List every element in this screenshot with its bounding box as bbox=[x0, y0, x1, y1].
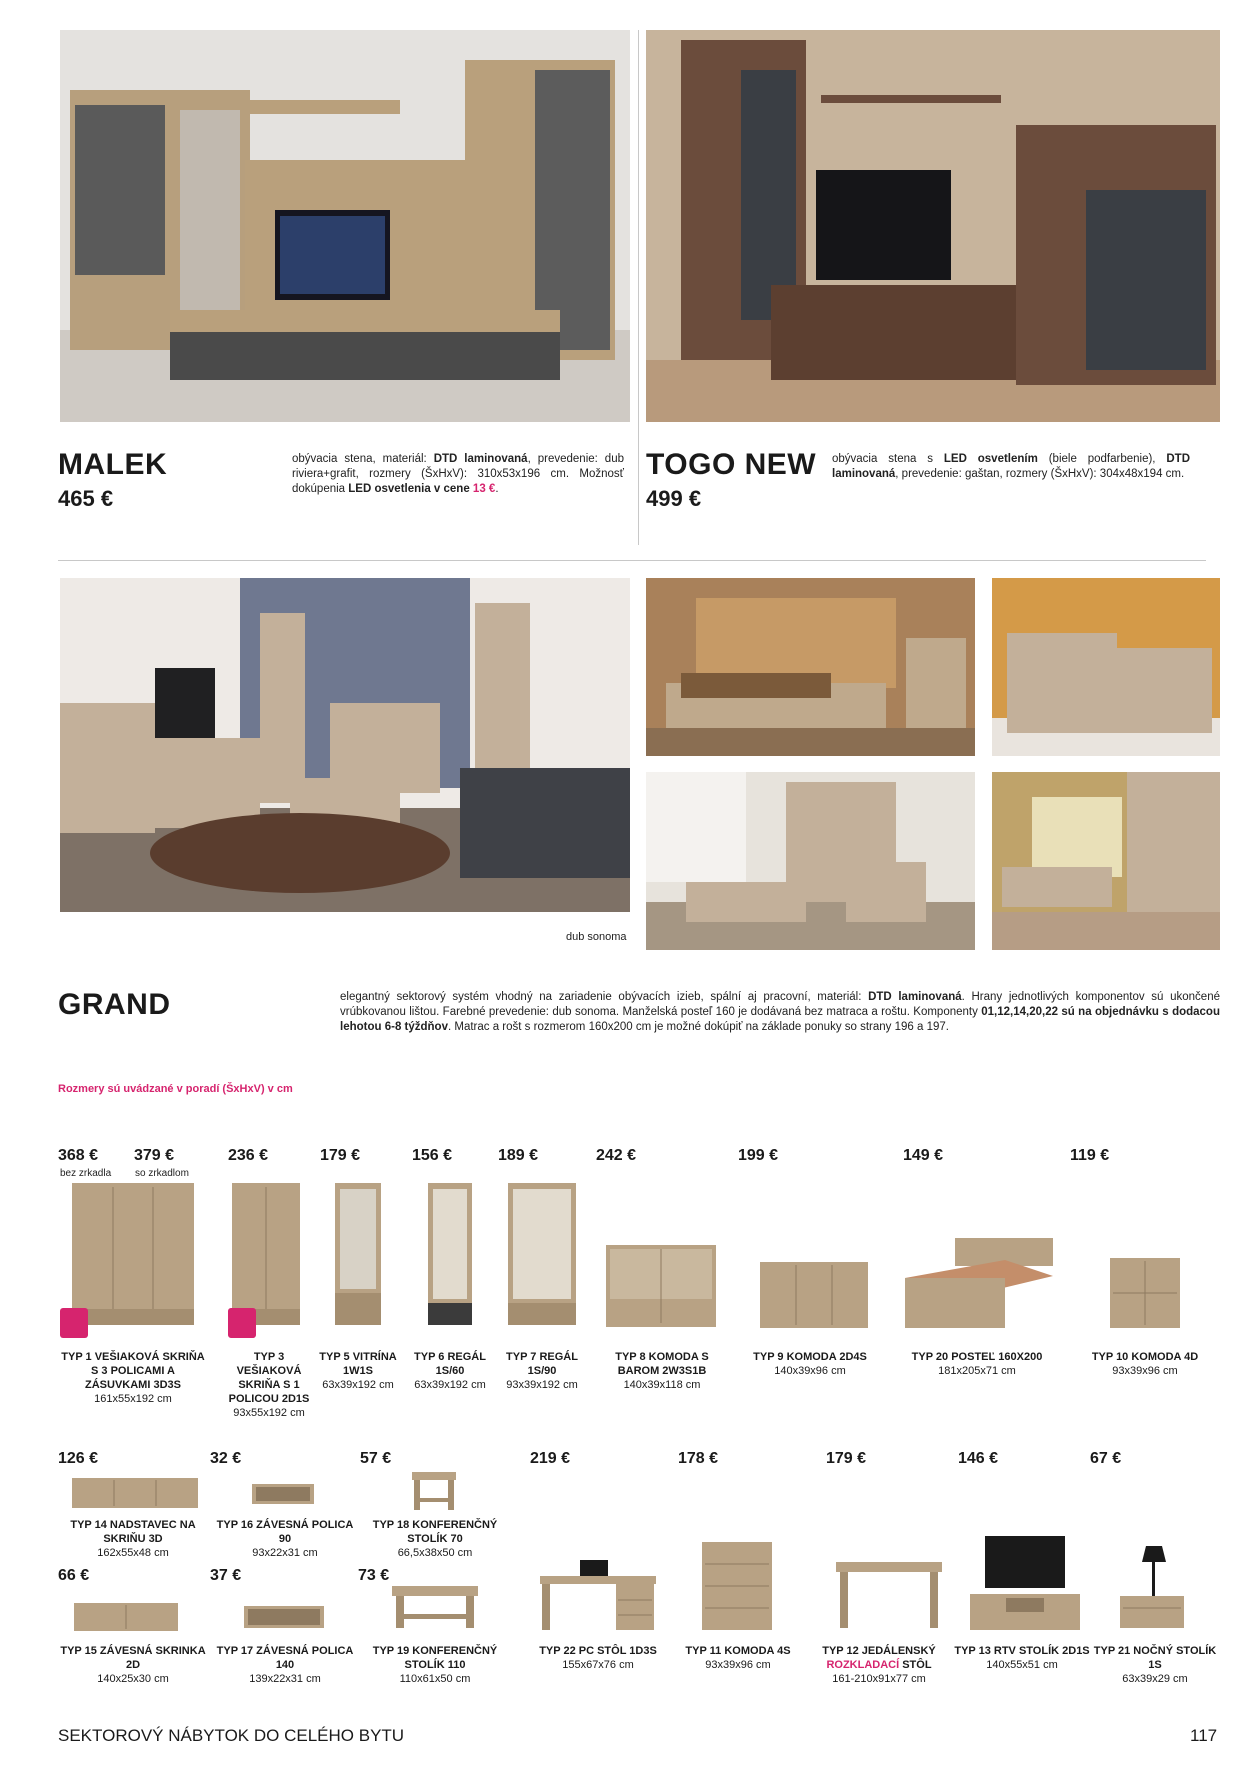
typ17-shelf-image bbox=[244, 1606, 324, 1628]
mirror-icon bbox=[228, 1308, 256, 1338]
typ22-desk-image bbox=[540, 1560, 656, 1630]
typ16-price: 32 € bbox=[210, 1450, 242, 1467]
typ19-table-image bbox=[392, 1586, 478, 1628]
typ7-price: 189 € bbox=[498, 1147, 539, 1164]
typ10-label: TYP 10 KOMODA 4D 93x39x96 cm bbox=[1091, 1351, 1199, 1377]
grand-description: elegantný sektorový systém vhodný na zariadenie obývacích izieb, spální aj pracovní, materiál: DTD laminovaná. Hrany jednotlivých komponentov sú ukončené vrúbkovanou lištou. Farebné prevedenie: dub sonoma. Manželská posteľ 160 je dodávaná bez matraca a roštu. Komponenty 01,12,14,20,22 sú na objednávku s dodacou lehotou 6-8 týždňov. Matrac a rošt s rozmerom 160x200 cm je možné dokúpiť na základe ponuky so strany 196 a 197. bbox=[340, 991, 1220, 1033]
typ1-wardrobe-image bbox=[72, 1183, 194, 1325]
typ21-price: 67 € bbox=[1090, 1450, 1122, 1467]
typ15-label: TYP 15 ZÁVESNÁ SKRINKA 2D 140x25x30 cm bbox=[60, 1645, 206, 1685]
typ12-price: 179 € bbox=[826, 1450, 867, 1467]
typ13-label: TYP 13 RTV STOLÍK 2D1S 140x55x51 cm bbox=[954, 1645, 1090, 1671]
typ12-dining-table-image bbox=[836, 1562, 942, 1628]
typ21-label: TYP 21 NOČNÝ STOLÍK 1S 63x39x29 cm bbox=[1093, 1645, 1217, 1685]
malek-price: 465 € bbox=[58, 486, 114, 511]
typ8-label: TYP 8 KOMODA S BAROM 2W3S1B 140x39x118 cm bbox=[615, 1351, 709, 1391]
typ1-label: TYP 1 VEŠIAKOVÁ SKRIŇA S 3 POLICAMI A ZÁSUVKAMI 3D3S 161x55x192 cm bbox=[61, 1351, 205, 1405]
typ11-dresser-image bbox=[702, 1542, 772, 1630]
mirror-icon bbox=[60, 1308, 88, 1338]
grand-guestroom-photo bbox=[992, 772, 1220, 950]
typ13-price: 146 € bbox=[958, 1450, 999, 1467]
grand-photo-caption: dub sonoma bbox=[566, 931, 627, 943]
togo-name: TOGO NEW bbox=[646, 448, 817, 481]
typ8-price: 242 € bbox=[596, 1147, 637, 1164]
typ7-label: TYP 7 REGÁL 1S/90 93x39x192 cm bbox=[506, 1351, 578, 1391]
footer-title: SEKTOROVÝ NÁBYTOK DO CELÉHO BYTU bbox=[58, 1726, 405, 1745]
typ7-shelf-image bbox=[508, 1183, 576, 1325]
typ12-label: TYP 12 JEDÁLENSKÝ ROZKLADACÍ STÔL 161-210x91x77 cm bbox=[822, 1645, 936, 1685]
top-divider-vertical bbox=[638, 30, 639, 545]
typ6-label: TYP 6 REGÁL 1S/60 63x39x192 cm bbox=[414, 1351, 486, 1391]
typ1-price-mirror: 379 € bbox=[134, 1147, 175, 1164]
typ16-shelf-image bbox=[252, 1484, 314, 1504]
typ11-label: TYP 11 KOMODA 4S 93x39x96 cm bbox=[685, 1645, 791, 1671]
typ21-nightstand-image bbox=[1120, 1546, 1184, 1628]
typ18-label: TYP 18 KONFERENČNÝ STOLÍK 70 66,5x38x50 cm bbox=[372, 1519, 498, 1559]
malek-photo bbox=[60, 30, 630, 422]
typ14-top-unit-image bbox=[72, 1478, 198, 1508]
malek-name: MALEK bbox=[58, 448, 168, 481]
typ18-price: 57 € bbox=[360, 1450, 392, 1467]
grand-name: GRAND bbox=[58, 988, 171, 1021]
typ15-cabinet-image bbox=[74, 1603, 178, 1631]
togo-price: 499 € bbox=[646, 486, 702, 511]
typ22-label: TYP 22 PC STÔL 1D3S 155x67x76 cm bbox=[539, 1645, 657, 1671]
typ22-price: 219 € bbox=[530, 1450, 571, 1467]
dimensions-note: Rozmery sú uvádzané v poradí (ŠxHxV) v cm bbox=[58, 1083, 293, 1095]
typ20-label: TYP 20 POSTEĽ 160X200 181x205x71 cm bbox=[911, 1351, 1043, 1377]
grand-office-photo bbox=[646, 772, 975, 950]
grand-dresser-photo bbox=[992, 578, 1220, 756]
typ17-label: TYP 17 ZÁVESNÁ POLICA 140 139x22x31 cm bbox=[216, 1645, 354, 1685]
typ1-price-no-mirror: 368 € bbox=[58, 1147, 99, 1164]
togo-description: obývacia stena s LED osvetlením (biele podfarbenie), DTD laminovaná, prevedenie: gaštan, rozmery (ŠxHxV): 304x48x194 cm. bbox=[832, 453, 1190, 480]
typ9-price: 199 € bbox=[738, 1147, 779, 1164]
togo-photo bbox=[646, 30, 1220, 422]
typ9-label: TYP 9 KOMODA 2D4S 140x39x96 cm bbox=[753, 1351, 867, 1377]
typ6-shelf-image bbox=[428, 1183, 472, 1325]
typ10-dresser-image bbox=[1110, 1258, 1180, 1328]
typ19-price: 73 € bbox=[358, 1567, 390, 1584]
top-divider-horizontal bbox=[58, 560, 1206, 561]
typ3-label: TYP 3 VEŠIAKOVÁ SKRIŇA S 1 POLICOU 2D1S 93x55x192 cm bbox=[228, 1351, 310, 1419]
grand-livingroom-photo bbox=[60, 578, 630, 912]
typ10-price: 119 € bbox=[1070, 1147, 1110, 1164]
typ6-price: 156 € bbox=[412, 1147, 453, 1164]
typ5-price: 179 € bbox=[320, 1147, 361, 1164]
typ5-label: TYP 5 VITRÍNA 1W1S 63x39x192 cm bbox=[319, 1351, 397, 1391]
page-number: 117 bbox=[1190, 1726, 1218, 1745]
typ3-price: 236 € bbox=[228, 1147, 269, 1164]
grand-bedroom-photo bbox=[646, 578, 975, 756]
typ15-price: 66 € bbox=[58, 1567, 90, 1584]
typ1-note-no-mirror: bez zrkadla bbox=[60, 1168, 112, 1179]
typ16-label: TYP 16 ZÁVESNÁ POLICA 90 93x22x31 cm bbox=[216, 1519, 354, 1559]
typ19-label: TYP 19 KONFERENČNÝ STOLÍK 110 110x61x50 cm bbox=[372, 1645, 498, 1685]
typ14-label: TYP 14 NADSTAVEC NA SKRIŇU 3D 162x55x48 cm bbox=[70, 1519, 196, 1559]
typ5-vitrine-image bbox=[335, 1183, 381, 1325]
typ8-dresser-image bbox=[606, 1245, 716, 1327]
typ11-price: 178 € bbox=[678, 1450, 719, 1467]
malek-description: obývacia stena, materiál: DTD laminovaná, prevedenie: dub riviera+grafit, rozmery (ŠxHxV): 310x53x196 cm. Možnosť dokúpenia LED osvetlenia v cene 13 €. bbox=[292, 453, 624, 495]
typ1-note-mirror: so zrkadlom bbox=[135, 1168, 189, 1179]
typ17-price: 37 € bbox=[210, 1567, 242, 1584]
typ18-table-image bbox=[412, 1472, 456, 1510]
typ20-bed-image bbox=[905, 1238, 1053, 1328]
typ14-price: 126 € bbox=[58, 1450, 99, 1467]
typ20-price: 149 € bbox=[903, 1147, 944, 1164]
typ3-wardrobe-image bbox=[232, 1183, 300, 1325]
typ9-dresser-image bbox=[760, 1262, 868, 1328]
typ13-tv-stand-image bbox=[970, 1536, 1080, 1630]
